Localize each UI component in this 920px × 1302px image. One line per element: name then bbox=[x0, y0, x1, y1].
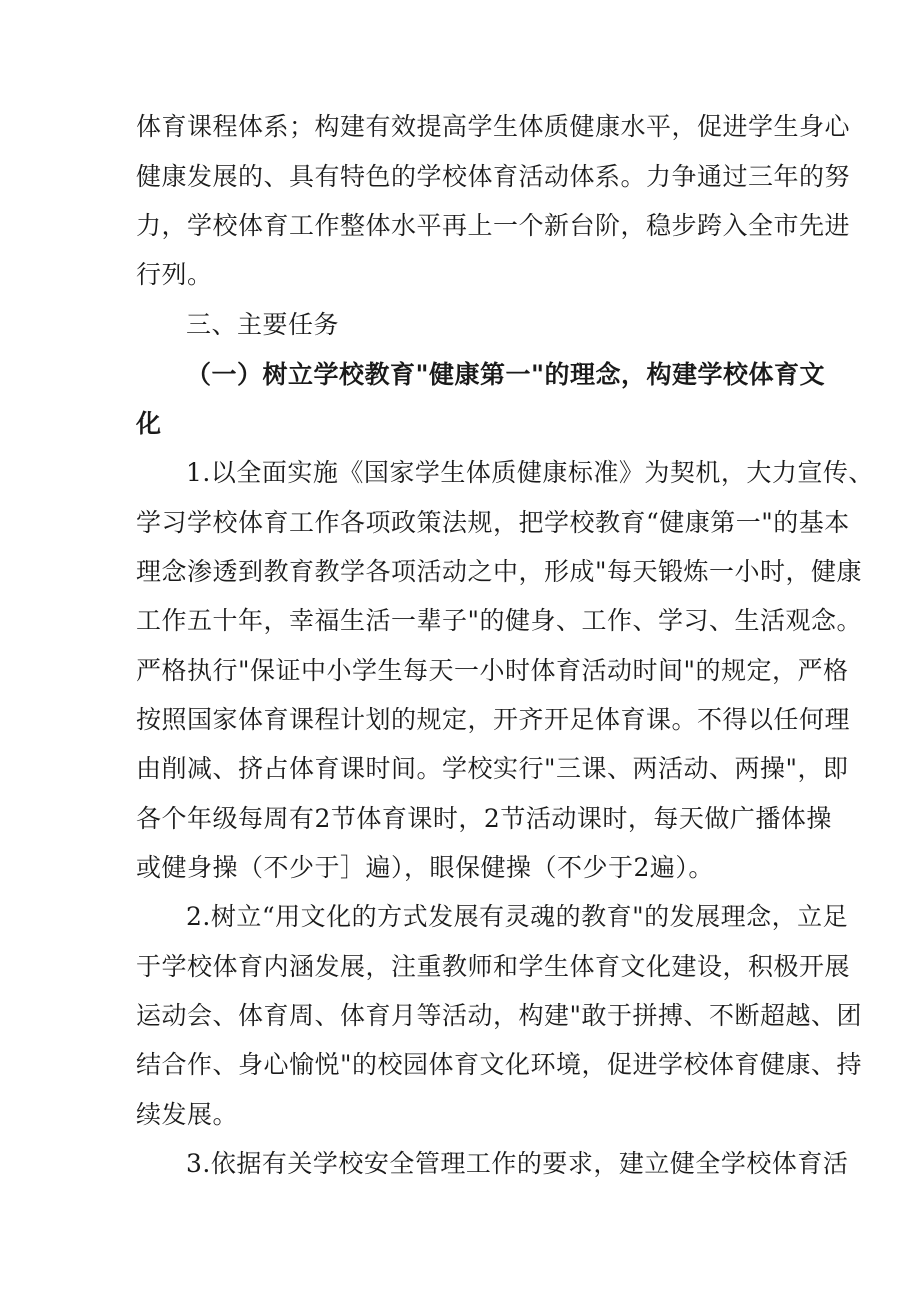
paragraph-1-line: 由削减、挤占体育课时间。学校实行"三课、两活动、两操"，即 bbox=[136, 754, 849, 783]
paragraph-1-line: 严格执行"保证中小学生每天一小时体育活动时间"的规定，严格 bbox=[136, 656, 849, 685]
paragraph-2-line: 运动会、体育周、体育月等活动，构建"敢于拼搏、不断超越、团 bbox=[136, 1001, 863, 1030]
paragraph-1-line: 各个年级每周有2节体育课时，2节活动课时，每天做广播体操 bbox=[136, 804, 832, 833]
paragraph-1-line: 或健身操（不少于］遍），眼保健操（不少于2遍）。 bbox=[136, 853, 714, 882]
body-line: 健康发展的、具有特色的学校体育活动体系。力争通过三年的努 bbox=[136, 162, 851, 191]
body-line: 力，学校体育工作整体水平再上一个新台阶，稳步跨入全市先进 bbox=[136, 211, 851, 240]
paragraph-1-line: 按照国家体育课程计划的规定，开齐开足体育课。不得以任何理 bbox=[136, 705, 851, 734]
body-line: 体育课程体系；构建有效提高学生体质健康水平，促进学生身心 bbox=[136, 112, 851, 141]
subsection-heading: （一）树立学校教育"健康第一"的理念，构建学校体育文 bbox=[186, 360, 826, 389]
paragraph-2-line: 于学校体育内涵发展，注重教师和学生体育文化建设，积极开展 bbox=[136, 952, 851, 981]
paragraph-1-line: 1.以全面实施《国家学生体质健康标准》为契机，大力宣传、 bbox=[186, 458, 874, 487]
paragraph-1-line: 理念渗透到教育教学各项活动之中，形成"每天锻炼一小时，健康 bbox=[136, 557, 863, 586]
paragraph-1-line: 工作五十年，幸福生活一辈子"的健身、工作、学习、生活观念。 bbox=[136, 606, 863, 635]
paragraph-3-line: 3.依据有关学校安全管理工作的要求，建立健全学校体育活 bbox=[186, 1149, 849, 1178]
paragraph-1-line: 学习学校体育工作各项政策法规，把学校教育“健康第一"的基本 bbox=[136, 508, 850, 537]
body-line: 行列。 bbox=[136, 260, 213, 289]
paragraph-2-line: 结合作、身心愉悦"的校园体育文化环境，促进学校体育健康、持 bbox=[136, 1050, 863, 1079]
subsection-heading-continued: 化 bbox=[136, 409, 162, 438]
paragraph-2-line: 2.树立“用文化的方式发展有灵魂的教育"的发展理念，立足 bbox=[186, 902, 849, 931]
section-heading: 三、主要任务 bbox=[186, 310, 340, 339]
paragraph-2-line: 续发展。 bbox=[136, 1100, 239, 1129]
